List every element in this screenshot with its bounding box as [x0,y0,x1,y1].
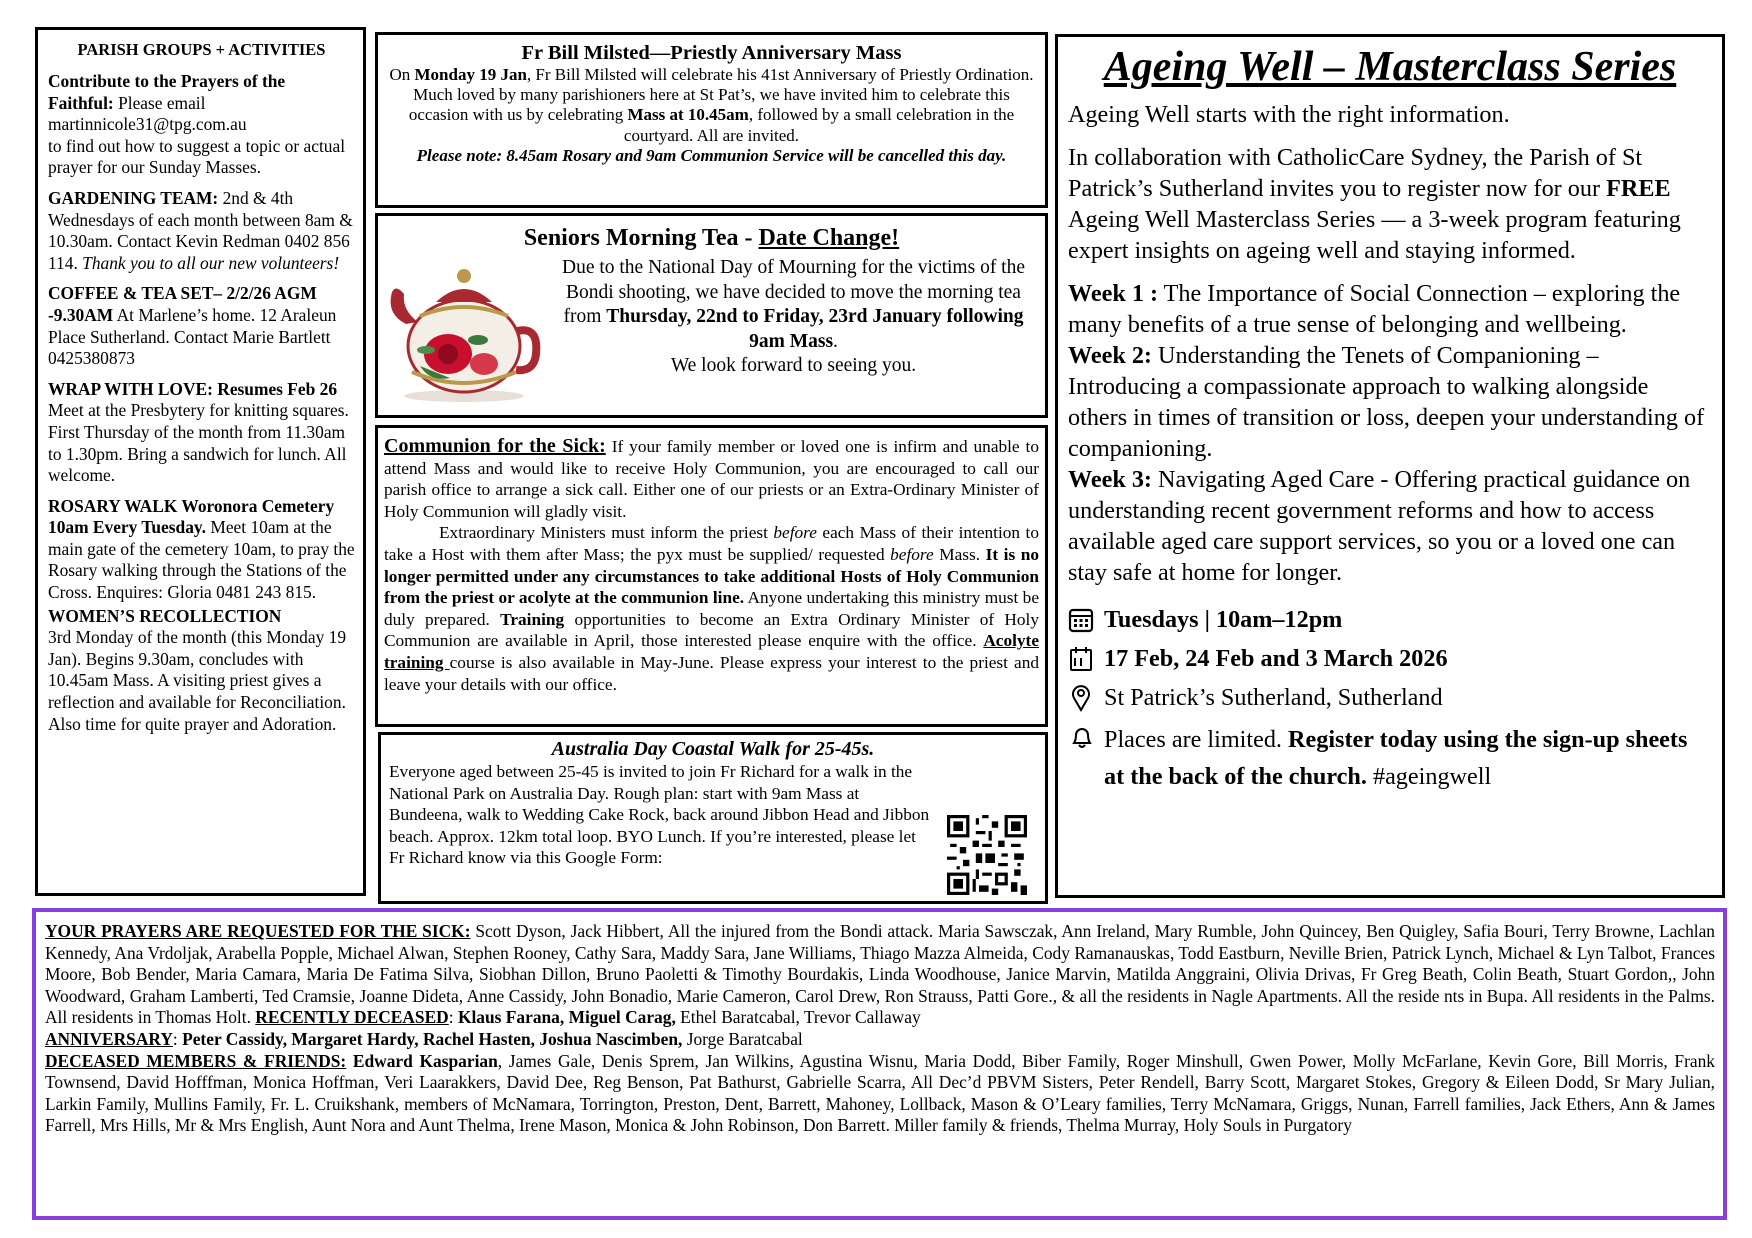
deceased-members-line: DECEASED MEMBERS & FRIENDS: Edward Kasparian, James Gale, Denis Sprem, Jan Wilkins, Agustina Wisnu, Maria Dodd, Biber Family, Roger Minshull, Gwen Power, Molly McFarlane, Kevin Gore, Bill Morris, Frank Townsend, David Hofffman, Monica Hoffman, Veri Laarakkers, David Dee, Reg Benson, Pat Bathurst, Gabrielle Scarra, All Dec’d PBVM Sisters, Peter Rendell, Barry Scott, Margaret Stokes, Gregory & Eileen Dodd, Sr Mary Julian, Larkin Family, Mullins Family, Fr. L. Cruikshank, members of McNamara, Torrington, Preston, Dent, Barrett, Mahoney, Lollback, Mason & O’Leary families, Terry McNamara, Griggs, Nunan, Farrell families, Jack Ethers, Ann & James Farrell, Mrs Hills, Mr & Mrs English, Aunt Nora and Aunt Thelma, Irene Mason, Monica & John Robinson, Don Barrett. Miller family & friends, Thelma Murray, Holy Souls in Purgatory [45,1050,1715,1136]
parish-groups-heading: PARISH GROUPS + ACTIVITIES [77,40,326,59]
milsted-title: Fr Bill Milsted—Priestly Anniversary Mass [521,42,902,64]
location-pin-icon [1068,684,1094,712]
email-link[interactable]: martinnicole31@tpg.com.au [48,114,247,135]
dates-text: 17 Feb, 24 Feb and 3 March 2026 [1104,645,1448,672]
communion-para-1: Communion for the Sick: If your family member or loved one is infirm and unable to attend Mass and would like to receive Holy Communion, you are encouraged to call our parish office to arrange a sick call. Either one of our priests or an Extra-Ordinary Minister of Holy Communion will gladly visit. [384,435,1039,521]
schedule-text: Tuesdays | 10am–12pm [1104,606,1343,633]
seniors-body: Due to the National Day of Mourning for the victims of the Bondi shooting, we have decided to move the morning tea from Thursday, 22nd to Friday, 23rd January following 9am Mass. We look forward to seeing you. [561,257,1026,376]
milsted-body: On Monday 19 Jan, Fr Bill Milsted will celebrate his 41st Anniversary of Priestly Ordination. Much loved by many parishioners here at St Pat’s, we have invited him to celebrate this occasion with us by celebrating Mass at 10.45am, followed by a small celebration in the courtyard. All are invited. [389,65,1034,145]
milsted-note: Please note: 8.45am Rosary and 9am Communion Service will be cancelled this day. [416,145,1007,165]
parish-groups-panel [35,27,366,896]
ageing-intro: Ageing Well starts with the right information. [1068,101,1510,128]
gardening-item: GARDENING TEAM: 2nd & 4th Wednesdays of each month between 8am & 10.30am. Contact Kevin Redman 0402 856 114. Thank you to all our new volunteers! [48,187,353,273]
milsted-anniversary-panel [375,32,1048,208]
communion-sick-panel [375,425,1048,727]
anniversary-label: ANNIVERSARY [45,1028,173,1049]
deceased-label: RECENTLY DECEASED [255,1007,449,1028]
prayer-list-panel [32,908,1727,1220]
schedule-row [1068,604,1712,635]
calendar-icon [1068,607,1094,633]
register-row [1068,721,1712,795]
seniors-morning-tea-panel [375,213,1048,418]
week-3: Week 3: Navigating Aged Care - Offering practical guidance on understanding recent government reforms and how to access available aged care support services, so you or a loved one can stay safe at home for longer. [1068,466,1691,586]
dates-row [1068,643,1712,674]
members-label: DECEASED MEMBERS & FRIENDS: [45,1050,347,1071]
coastal-body: Everyone aged between 25-45 is invited to join Fr Richard for a walk in the National Park on Australia Day. Rough plan: start with 9am Mass at Bundeena, walk to Wedding Cake Rock, back around Jibbon Head and Jibbon beach. Approx. 12km total loop. BYO Lunch. If you’re interested, please let Fr Richard know via this Google Form: [389,762,930,868]
ageing-description: In collaboration with CatholicCare Sydney, the Parish of St Patrick’s Sutherland invites you to register now for our FREE Ageing Well Masterclass Series — a 3-week program featuring expert insights on ageing well and staying informed. [1068,144,1681,264]
prayer-list-body: YOUR PRAYERS ARE REQUESTED FOR THE SICK: Scott Dyson, Jack Hibbert, All the injured from the Bondi attack. Maria Sawsczak, Ann Ireland, Mary Rumble, John Quincey, Ben Quigley, Safia Bouri, Terry Browne, Lachlan Kennedy, Ana Vrdoljak, Arabella Popple, Michael Alwan, Stephen Rooney, Cathy Sara, Maddy Sara, Jane Williams, Thiago Mazza Almeida, Cody Ramanauskas, Todd Eastburn, Neville Brien, Patrick Lynch, Michael & Lyn Talbot, Frances Moore, Bob Bender, Maria Camara, Maria De Fatima Silva, Siobhan Dillon, Bruno Paoletti & Timothy Bourdakis, Linda Woodhouse, Janice Marvin, Matilda Anggraini, Olivia Drivas, Fr Greg Beath, Colin Beath, Stuart Gordon,, John Woodward, Graham Lamberti, Ted Cramsie, Joanne Dideta, Anne Cassidy, John Bonadio, Marie Cameron, Carol Drew, Ron Strauss, Patti Gore., & all the residents in Nagle Apartments. All the reside nts in Bupa. All residents in the Palms. All residents in Thomas Holt. RECENTLY DECEASED: Klaus Farana, Miguel Carag, Ethel Baratcabal, Trevor Callaway [45,921,1716,1028]
coastal-walk-panel [378,732,1048,904]
communion-para-2: Extraordinary Ministers must inform the priest before each Mass of their intention to take a Host with them after Mass; the pyx must be supplied/ requested before Mass. It is no longer permitted under any circumstances to take additional Hosts of Holy Communion from the priest or acolyte at the communion line. Anyone undertaking this ministry must be duly prepared. Training opportunities to become an Extra Ordinary Minister of Holy Communion are available in April, those interested please enquire with the office. Acolyte training course is also available in May-June. Please express your interest to the priest and leave your details with our office. [384,523,1039,694]
ageing-well-panel [1055,34,1725,898]
coffee-tea-item: COFFEE & TEA SET– 2/2/26 AGM -9.30AM At Marlene’s home. 12 Araleun Place Sutherland. Contact Marie Bartlett 0425380873 [48,283,337,369]
sick-label: YOUR PRAYERS ARE REQUESTED FOR THE SICK: [45,921,471,941]
seniors-title: Seniors Morning Tea - Date Change! [523,225,900,251]
qr-code-icon[interactable] [947,815,1027,895]
location-text: St Patrick’s Sutherland, Sutherland [1104,684,1443,711]
anniversary-line: ANNIVERSARY: Peter Cassidy, Margaret Hardy, Rachel Hasten, Joshua Nascimben, Jorge Baratcabal [45,1028,803,1049]
bell-icon [1068,723,1096,751]
prayers-faithful-item: Contribute to the Prayers of the Faithful: Please email martinnicole31@tpg.com.au to find out how to suggest a topic or actual prayer for our Sunday Masses. [48,71,346,178]
register-text: Places are limited. Register today using the sign-up sheets at the back of the church. #ageingwell [1104,726,1688,790]
date-icon [1068,646,1094,672]
week-2: Week 2: Understanding the Tenets of Companioning – Introducing a compassionate approach to walking alongside others in times of transition or loss, deepen your understanding of companioning. [1068,342,1705,462]
communion-title: Communion for the Sick: [384,435,606,457]
week-1: Week 1 : The Importance of Social Connection – exploring the many benefits of a true sense of belonging and wellbeing. [1068,280,1681,338]
womens-recollection-item: WOMEN’S RECOLLECTION 3rd Monday of the month (this Monday 19 Jan). Begins 9.30am, concludes with 10.45am Mass. A visiting priest gives a reflection and available for Reconciliation. Also time for quite prayer and Adoration. [48,605,347,734]
rosary-walk-item: ROSARY WALK Woronora Cemetery 10am Every Tuesday. Meet 10am at the main gate of the cemetery 10am, to pray the Rosary walking through the Stations of the Cross. Enquires: Gloria 0481 243 815. [48,495,355,603]
sick-list: Scott Dyson, Jack Hibbert, All the injured from the Bondi attack. Maria Sawsczak, Ann Ireland, Mary Rumble, John Quincey, Ben Quigley, Safia Bouri, Terry Browne, Lachlan Kennedy, Ana Vrdoljak, Arabella Popple, Michael Alwan, Stephen Rooney, Cathy Sara, Maddy Sara, Jane Williams, Thiago Mazza Almeida, Cody Ramanauskas, Todd Eastburn, Neville Brien, Patrick Lynch, Michael & Lyn Talbot, Frances Moore, Bob Bender, Maria Camara, Maria De Fatima Silva, Siobhan Dillon, Bruno Paoletti & Timothy Bourdakis, Linda Woodhouse, Janice Marvin, Matilda Anggraini, Olivia Drivas, Fr Greg Beath, Colin Beath, Stuart Gordon,, John Woodward, Graham Lamberti, Ted Cramsie, Joanne Dideta, Anne Cassidy, John Bonadio, Marie Cameron, Carol Drew, Ron Strauss, Patti Gore., & all the residents in Nagle Apartments. All the reside nts in Bupa. All residents in the Palms. All residents in Thomas Holt. [45,921,1716,1028]
wrap-with-love-item: WRAP WITH LOVE: Resumes Feb 26 Meet at the Presbytery for knitting squares. First Thursday of the month from 11.30am to 1.30pm. Bring a sandwich for lunch. All welcome. [48,378,349,486]
coastal-title: Australia Day Coastal Walk for 25-45s. [551,738,875,760]
teapot-icon [384,254,544,404]
ageing-title: Ageing Well – Masterclass Series [1103,44,1677,90]
location-row [1068,682,1712,713]
